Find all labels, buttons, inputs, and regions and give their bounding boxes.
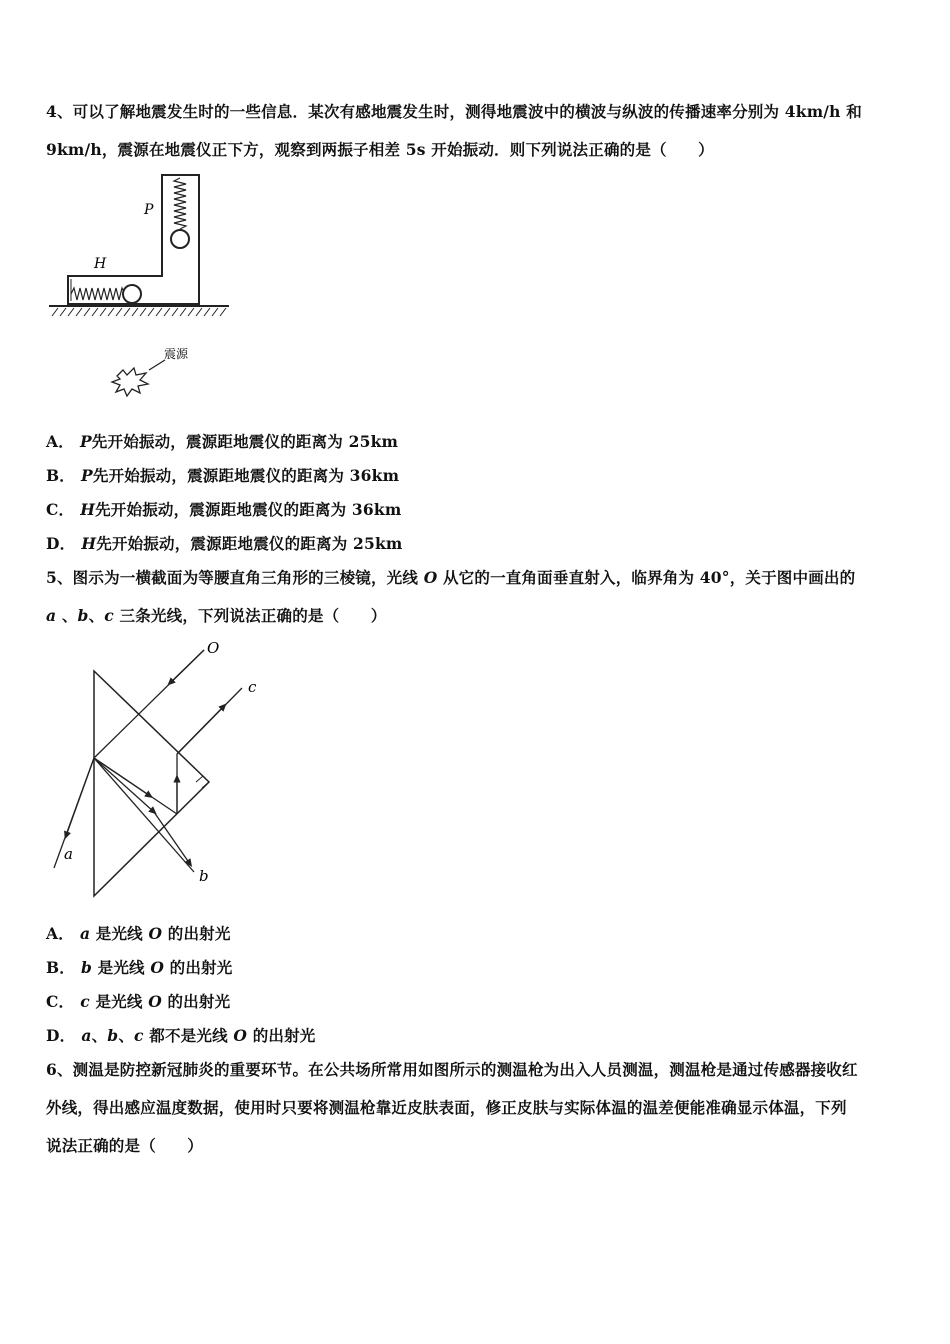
label-o: O (207, 639, 220, 657)
option-letter: A． (46, 924, 74, 943)
option-mid: 是光线 (90, 924, 149, 943)
option-var-c: c (134, 1026, 144, 1045)
option-var2: O (233, 1026, 248, 1045)
q5-stem-line1 (46, 568, 855, 588)
q4-stem-line1: 4、可以了解地震发生时的一些信息．某次有感地震发生时，测得地震波中的横波与纵波的传播速率分别为 4km/h 和 (46, 102, 862, 121)
q4-stem-line2: 9km/h，震源在地震仪正下方，观察到两振子相差 5s 开始振动．则下列说法正确的是（ ） (46, 140, 714, 159)
option-end: 的出射光 (162, 924, 231, 943)
q5-var-b: b (77, 606, 89, 625)
option-var: P (81, 466, 93, 485)
option-var2: O (148, 924, 163, 943)
option-var-b: b (107, 1026, 119, 1045)
q5-var-a: a (46, 606, 57, 625)
option-var: H (81, 534, 97, 553)
option-sep: 、 (91, 1026, 108, 1045)
option-letter: C． (46, 500, 75, 519)
option-text: 先开始振动，震源距地震仪的距离为 25km (91, 432, 399, 451)
q6-stem-line2: 外线，得出感应温度数据，使用时只要将测温枪靠近皮肤表面，修正皮肤与实际体温的温差便能准确显示体温，下列 (46, 1098, 847, 1117)
q5-sep: 、 (56, 606, 78, 625)
vertical-spring (174, 178, 186, 229)
q5-var-c: c (104, 606, 114, 625)
q5-sep: 、 (88, 606, 105, 625)
q6-stem-line3: 说法正确的是（ ） (46, 1136, 204, 1155)
q4-option-c (46, 500, 401, 520)
option-letter: D． (46, 534, 76, 553)
q4-option-a (46, 432, 398, 452)
ball-h (123, 285, 141, 303)
option-mid: 是光线 (89, 992, 149, 1011)
option-letter: B． (46, 466, 76, 485)
q4-option-b (46, 466, 399, 486)
option-end: 的出射光 (161, 992, 231, 1011)
ray-b (94, 758, 194, 872)
label-p: P (144, 202, 154, 218)
option-var: a (79, 924, 91, 943)
option-var: c (80, 992, 90, 1011)
q5-stem-pre: 5、图示为一横截面为等腰直角三角形的三棱镜，光线 (46, 568, 424, 587)
option-end: 的出射光 (164, 958, 233, 977)
ball-p (171, 230, 189, 248)
q5-option-b (46, 958, 232, 978)
horizontal-spring (71, 288, 125, 300)
label-a: a (64, 845, 73, 863)
option-end: 的出射光 (247, 1026, 316, 1045)
q6-stem-line1: 6、测温是防控新冠肺炎的重要环节。在公共场所常用如图所示的测温枪为出入人员测温，测温枪是通过传感器接收红 (46, 1060, 858, 1079)
label-b: b (199, 867, 209, 885)
option-mid: 都不是光线 (143, 1026, 234, 1045)
prism-triangle (94, 671, 209, 896)
prism-figure (44, 636, 274, 900)
q5-stem-line2 (46, 606, 386, 626)
q5-option-a (46, 924, 231, 944)
option-letter: A． (46, 432, 74, 451)
q5-option-d (46, 1026, 316, 1046)
seismograph-figure (44, 170, 234, 410)
label-source: 震源 (164, 347, 189, 361)
q5-option-c (46, 992, 230, 1012)
option-var: a (81, 1026, 92, 1045)
q5-stem-post: 三条光线，下列说法正确的是（ ） (113, 606, 387, 625)
option-var: H (80, 500, 96, 519)
option-letter: C． (46, 992, 75, 1011)
source-burst-icon (112, 368, 148, 396)
option-letter: B． (46, 958, 76, 977)
label-h: H (94, 256, 107, 272)
option-var2: O (150, 958, 165, 977)
option-text: 先开始振动，震源距地震仪的距离为 25km (96, 534, 403, 553)
q5-stem-post: 从它的一直角面垂直射入，临界角为 40°，关于图中画出的 (437, 568, 856, 587)
option-var: b (81, 958, 93, 977)
option-var2: O (148, 992, 162, 1011)
option-letter: D． (46, 1026, 76, 1045)
label-c: c (248, 678, 257, 696)
right-angle-mark (196, 776, 209, 788)
q4-option-d (46, 534, 403, 554)
option-mid: 是光线 (92, 958, 151, 977)
q5-stem-var-o: O (423, 568, 438, 587)
option-text: 先开始振动，震源距地震仪的距离为 36km (92, 466, 400, 485)
option-text: 先开始振动，震源距地震仪的距离为 36km (95, 500, 402, 519)
option-sep: 、 (118, 1026, 135, 1045)
option-var: P (79, 432, 92, 451)
